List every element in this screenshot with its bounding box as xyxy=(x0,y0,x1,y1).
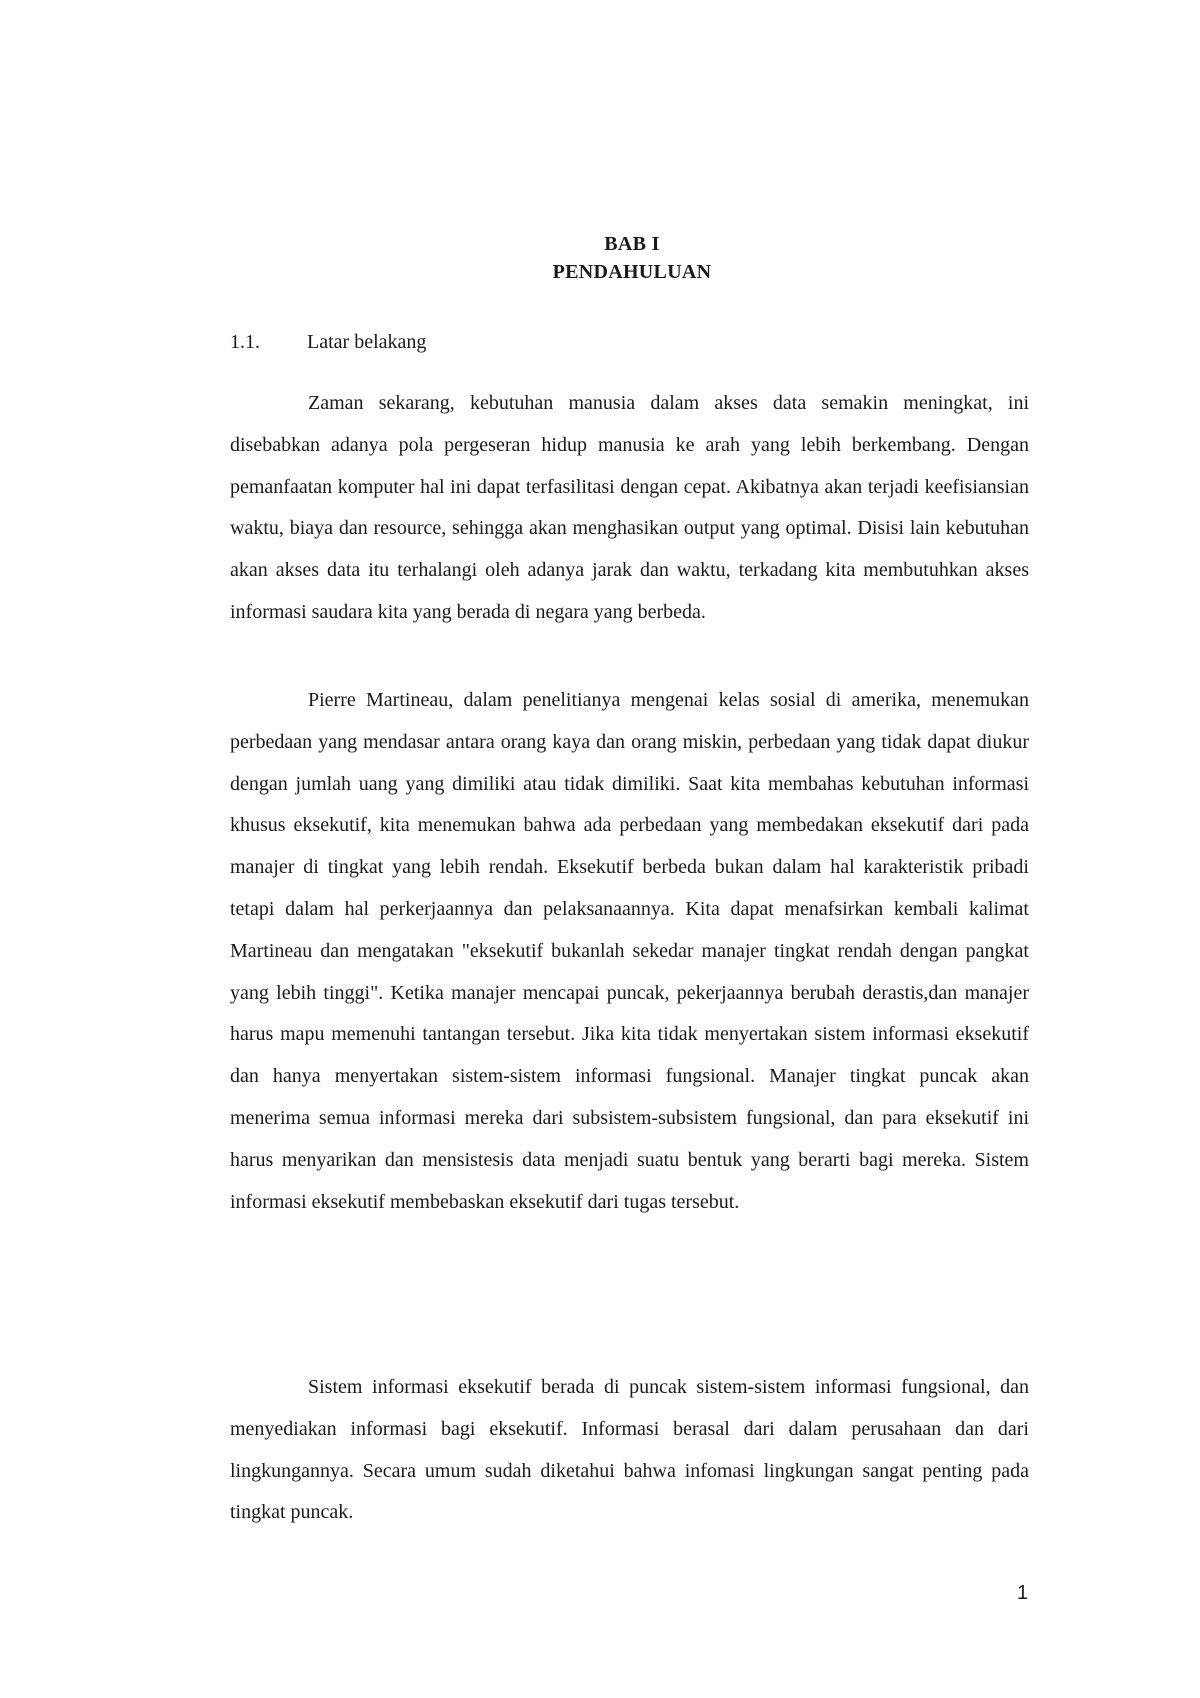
section-number: 1.1. xyxy=(230,331,260,353)
paragraph-block xyxy=(230,383,1029,634)
paragraph-block xyxy=(230,1367,1029,1534)
page-number: 1 xyxy=(1017,1582,1029,1604)
chapter-title: PENDAHULUAN xyxy=(552,261,712,283)
paragraph: Pierre Martineau, dalam penelitianya mengenai kelas sosial di amerika, menemukan perbedaan yang mendasar antara orang kaya dan orang miskin, perbedaan yang tidak dapat diukur dengan jumlah uang yang dimiliki atau tidak dimiliki. Saat kita membahas kebutuhan informasi khusus eksekutif, kita menemukan bahwa ada perbedaan yang membedakan eksekutif dari pada manajer di tingkat yang lebih rendah. Eksekutif berbeda bukan dalam hal karakteristik pribadi tetapi dalam hal perkerjaannya dan pelaksanaannya. Kita dapat menafsirkan kembali kalimat Martineau dan mengatakan "eksekutif bukanlah sekedar manajer tingkat rendah dengan pangkat yang lebih tinggi". Ketika manajer mencapai puncak, pekerjaannya berubah derastis,dan manajer harus mapu memenuhi tantangan tersebut. Jika kita tidak menyertakan sistem informasi eksekutif dan hanya menyertakan sistem-sistem informasi fungsional. Manajer tingkat puncak akan menerima semua informasi mereka dari subsistem-subsistem fungsional, dan para eksekutif ini harus menyarikan dan mensistesis data menjadi suatu bentuk yang berarti bagi mereka. Sistem informasi eksekutif membebaskan eksekutif dari tugas tersebut. xyxy=(230,689,1029,1213)
chapter-number: BAB I xyxy=(604,233,660,255)
paragraph-block xyxy=(230,680,1029,1223)
section-heading xyxy=(230,331,426,354)
section-title: Latar belakang xyxy=(307,331,427,353)
paragraph: Zaman sekarang, kebutuhan manusia dalam akses data semakin meningkat, ini disebabkan adanya pola pergeseran hidup manusia ke arah yang lebih berkembang. Dengan pemanfaatan komputer hal ini dapat terfasilitasi dengan cepat. Akibatnya akan terjadi keefisiansian waktu, biaya dan resource, sehingga akan menghasikan output yang optimal. Disisi lain kebutuhan akan akses data itu terhalangi oleh adanya jarak dan waktu, terkadang kita membutuhkan akses informasi saudara kita yang berada di negara yang berbeda. xyxy=(230,392,1029,623)
paragraph: Sistem informasi eksekutif berada di puncak sistem-sistem informasi fungsional, dan menyediakan informasi bagi eksekutif. Informasi berasal dari dalam perusahaan dan dari lingkungannya. Secara umum sudah diketahui bahwa infomasi lingkungan sangat penting pada tingkat puncak. xyxy=(230,1376,1029,1524)
